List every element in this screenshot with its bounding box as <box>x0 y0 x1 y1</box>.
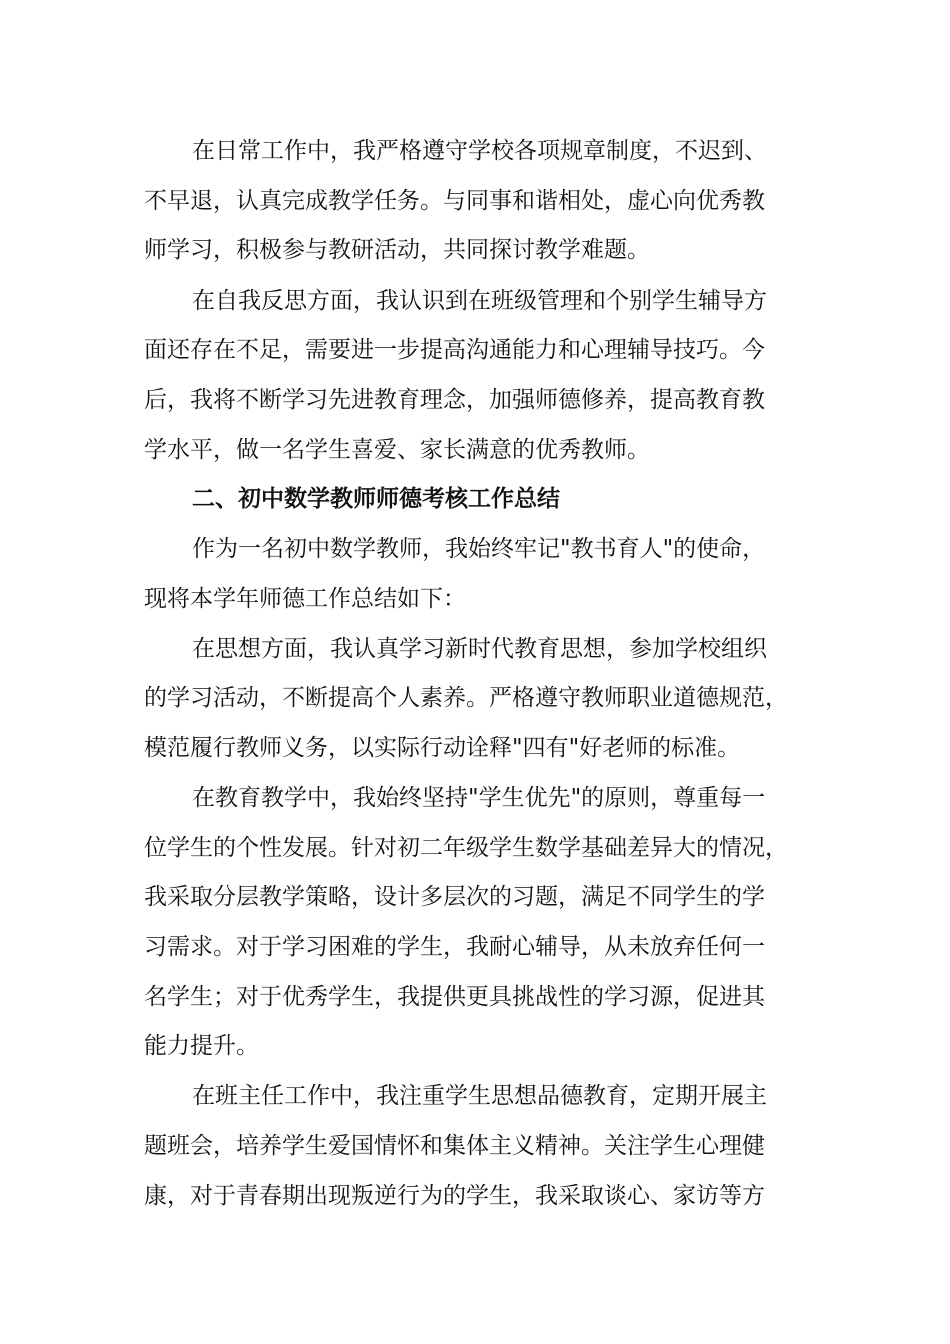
paragraph-line: 康，对于青春期出现叛逆行为的学生，我采取谈心、家访等方 <box>144 1183 765 1209</box>
paragraph-line: 名学生；对于优秀学生，我提供更具挑战性的学习源，促进其 <box>144 984 765 1010</box>
paragraph-line: 模范履行教师义务，以实际行动诠释"四有"好老师的标准。 <box>144 735 741 761</box>
paragraph-line: 学水平，做一名学生喜爱、家长满意的优秀教师。 <box>144 437 650 463</box>
paragraph-line: 在日常工作中，我严格遵守学校各项规章制度，不迟到、 <box>192 138 767 164</box>
paragraph-line: 我采取分层教学策略，设计多层次的习题，满足不同学生的学 <box>144 884 765 910</box>
paragraph-line: 师学习，积极参与教研活动，共同探讨教学难题。 <box>144 237 650 263</box>
paragraph-line: 作为一名初中数学教师，我始终牢记"教书育人"的使命， <box>192 536 766 562</box>
paragraph-line: 在教育教学中，我始终坚持"学生优先"的原则，尊重每一 <box>192 785 766 811</box>
paragraph-line: 在自我反思方面，我认识到在班级管理和个别学生辅导方 <box>192 288 767 314</box>
paragraph-line: 的学习活动，不断提高个人素养。严格遵守教师职业道德规范， <box>144 685 788 711</box>
section-heading: 二、初中数学教师师德考核工作总结 <box>192 486 560 512</box>
paragraph-line: 能力提升。 <box>144 1033 259 1059</box>
paragraph-line: 在班主任工作中，我注重学生思想品德教育，定期开展主 <box>192 1083 767 1109</box>
paragraph-line: 习需求。对于学习困难的学生，我耐心辅导，从未放弃任何一 <box>144 934 765 960</box>
paragraph-line: 在思想方面，我认真学习新时代教育思想，参加学校组织 <box>192 636 767 662</box>
paragraph-line: 现将本学年师德工作总结如下： <box>144 586 466 612</box>
paragraph-line: 位学生的个性发展。针对初二年级学生数学基础差异大的情况， <box>144 835 788 861</box>
paragraph-line: 题班会，培养学生爱国情怀和集体主义精神。关注学生心理健 <box>144 1133 765 1159</box>
paragraph-line: 不早退，认真完成教学任务。与同事和谐相处，虚心向优秀教 <box>144 188 765 214</box>
paragraph-line: 后，我将不断学习先进教育理念，加强师德修养，提高教育教 <box>144 387 765 413</box>
paragraph-line: 面还存在不足，需要进一步提高沟通能力和心理辅导技巧。今 <box>144 337 765 363</box>
